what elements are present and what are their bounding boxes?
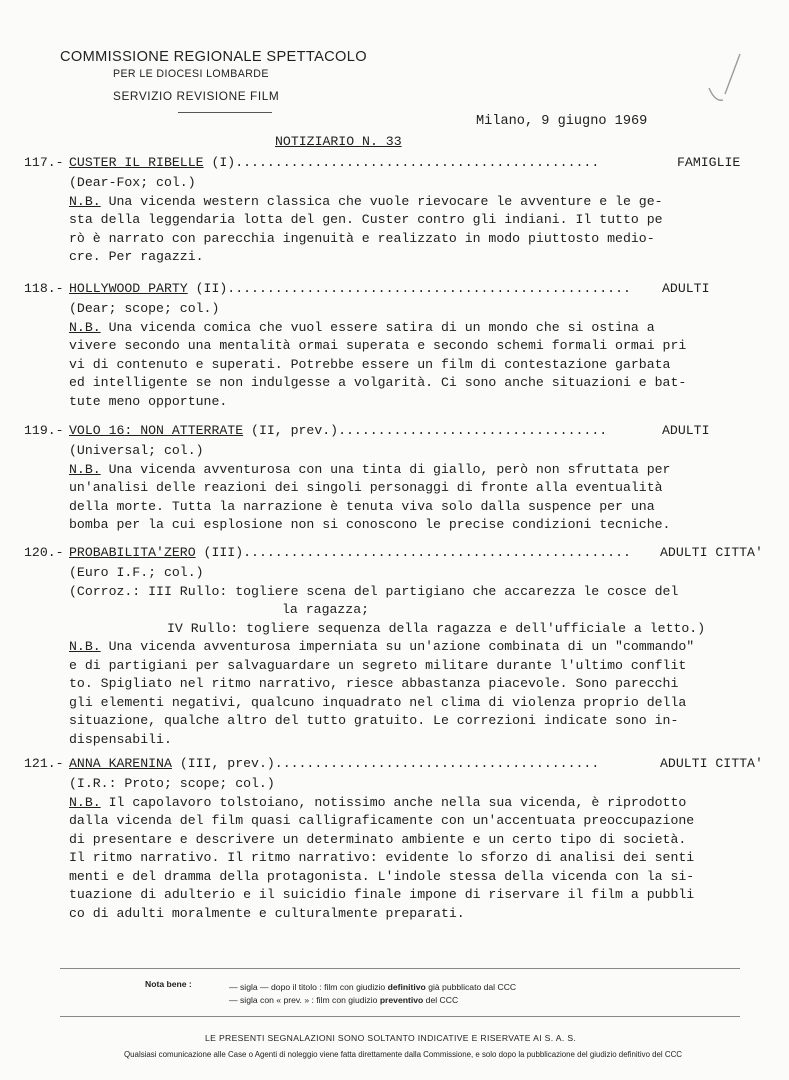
entry-title bbox=[69, 756, 599, 771]
entry-118 bbox=[24, 281, 784, 411]
entry-title bbox=[69, 545, 631, 560]
rating-badge: ADULTI bbox=[662, 281, 710, 296]
entry-119 bbox=[24, 423, 784, 535]
footer-rule-top bbox=[60, 968, 740, 969]
leader-dots: ......................................... bbox=[274, 756, 600, 771]
communication-note: Qualsiasi comunicazione alle Case o Agenti di noleggio viene fatta direttamente dalla Commissione, e solo dopo la pubblicazione del giudizio definitivo del CCC bbox=[124, 1050, 682, 1059]
nota-bene-line-1 bbox=[229, 982, 516, 992]
dioceses-subtitle: PER LE DIOCESI LOMBARDE bbox=[113, 68, 269, 80]
review-line: dalla vicenda del film quasi calligraficamente con un'accentuata preoccupazione bbox=[69, 813, 695, 828]
entry-title bbox=[69, 281, 631, 296]
bulletin-title: NOTIZIARIO N. 33 bbox=[275, 134, 402, 149]
leader-dots: ................................................... bbox=[227, 281, 631, 296]
film-title: ANNA KARENINA bbox=[69, 756, 172, 771]
entry-number: 117.- bbox=[24, 155, 64, 170]
entry-117 bbox=[24, 155, 784, 267]
note-text: già pubblicato dal CCC bbox=[428, 982, 517, 992]
place-date: Milano, 9 giugno 1969 bbox=[476, 114, 648, 129]
entry-120 bbox=[24, 545, 784, 749]
entry-title bbox=[69, 155, 599, 170]
note-pre: — sigla con bbox=[229, 995, 274, 1005]
rating-badge: FAMIGLIE bbox=[677, 155, 741, 170]
review-line: cre. Per ragazzi. bbox=[69, 249, 204, 264]
nb-label: N.B. bbox=[69, 461, 101, 477]
review-line: Una vicenda comica che vuol essere satira di un mondo che si ostina a bbox=[108, 319, 655, 335]
distributor: (Universal; col.) bbox=[69, 443, 204, 458]
note-text: del CCC bbox=[425, 995, 459, 1005]
service-title: SERVIZIO REVISIONE FILM bbox=[113, 89, 280, 103]
review-line: vi di contenuto e superati. Potrebbe essere un film di contestazione garbata bbox=[69, 356, 671, 372]
review-line: menti e del dramma della protagonista. L'indole stessa della vicenda con la si- bbox=[69, 868, 695, 884]
entry-number: 120.- bbox=[24, 545, 64, 560]
note-text: film con giudizio bbox=[316, 995, 378, 1005]
film-grade: (II) bbox=[195, 281, 228, 296]
rating-badge: ADULTI bbox=[662, 423, 710, 438]
review-line: tuazione di adulterio e il suicidio finale impone di riservare il film a pubbli bbox=[69, 887, 695, 902]
review-line: della morte. Tutta la narrazione è tenuta viva solo dalla suspence per una bbox=[69, 498, 655, 514]
note-text: film con giudizio bbox=[324, 982, 386, 992]
film-title: VOLO 16: NON ATTERRATE bbox=[69, 423, 244, 438]
nb-label: N.B. bbox=[69, 639, 101, 654]
entry-number: 118.- bbox=[24, 281, 64, 296]
review-line: sta della leggendaria lotta del gen. Custer contro gli indiani. Il tutto pe bbox=[69, 212, 663, 227]
footer-rule-bottom bbox=[60, 1016, 740, 1017]
nb-label: N.B. bbox=[69, 193, 101, 209]
film-title: CUSTER IL RIBELLE bbox=[69, 155, 204, 170]
entry-number: 121.- bbox=[24, 756, 64, 771]
nb-label: N.B. bbox=[69, 319, 101, 335]
review-line: ed intelligente se non indulgesse a volgarità. Ci sono anche situazioni e bat- bbox=[69, 375, 687, 390]
film-grade: (III) bbox=[203, 545, 244, 560]
disclaimer: LE PRESENTI SEGNALAZIONI SONO SOLTANTO INDICATIVE E RISERVATE AI S. A. S. bbox=[205, 1033, 577, 1043]
film-grade: (II, prev.) bbox=[251, 423, 339, 438]
review-line: Il capolavoro tolstoiano, notissimo anche nella sua vicenda, è riprodotto bbox=[108, 794, 687, 810]
film-title: PROBABILITA'ZERO bbox=[69, 545, 196, 560]
note-bold: preventivo bbox=[379, 995, 424, 1005]
rating-badge: ADULTI CITTA' bbox=[660, 545, 763, 560]
review-line: co di adulti moralmente e culturalmente preparati. bbox=[69, 905, 465, 921]
note-sep: : bbox=[311, 995, 314, 1005]
correction-line: la ragazza; bbox=[282, 602, 370, 617]
film-title: HOLLYWOOD PARTY bbox=[69, 281, 188, 296]
film-grade: (III, prev.) bbox=[179, 756, 275, 771]
review-line: Il ritmo narrativo. Il ritmo narrativo: evidente lo sforzo di analisi dei senti bbox=[69, 850, 695, 865]
rating-badge: ADULTI CITTA' bbox=[660, 756, 763, 771]
review-line: Una vicenda western classica che vuole rievocare le avventure e le ge- bbox=[108, 193, 663, 209]
distributor: (I.R.: Proto; scope; col.) bbox=[69, 776, 275, 791]
distributor: (Dear; scope; col.) bbox=[69, 301, 220, 316]
review-line: gli elementi negativi, qualcuno inquadrato nel clima di violenza proprio della bbox=[69, 694, 687, 710]
review-line: dispensabili. bbox=[69, 731, 172, 747]
review-line: situazione, qualche altro del tutto gratuito. Le correzioni indicate sono in- bbox=[69, 713, 679, 728]
review-line: Una vicenda avventurosa imperniata su un'azione combinata di un "commando" bbox=[108, 639, 695, 654]
review-line: bomba per la cui esplosione non si conoscono le precise condizioni tecniche. bbox=[69, 517, 671, 532]
entry-121 bbox=[24, 756, 784, 923]
note-mark: « prev. » bbox=[276, 995, 310, 1005]
distributor: (Euro I.F.; col.) bbox=[69, 565, 204, 580]
note-mark: — sigla — bbox=[229, 982, 269, 992]
entry-title bbox=[69, 423, 607, 438]
nb-label: N.B. bbox=[69, 794, 101, 810]
film-grade: (I) bbox=[211, 155, 236, 170]
correction-line: IV Rullo: togliere sequenza della ragazza e dell'ufficiale a letto.) bbox=[167, 620, 706, 636]
review-line: un'analisi delle reazioni dei singoli personaggi di fronte alla eventualità bbox=[69, 480, 663, 495]
review-line: Una vicenda avventurosa con una tinta di giallo, però non sfruttata per bbox=[108, 461, 671, 477]
pencil-mark bbox=[695, 50, 755, 120]
distributor: (Dear-Fox; col.) bbox=[69, 175, 196, 190]
note-pre: dopo il titolo bbox=[271, 982, 317, 992]
review-line: to. Spigliato nel ritmo narrativo, riesce abbastanza piacevole. Sono parecchi bbox=[69, 676, 679, 691]
leader-dots: .................................. bbox=[338, 423, 608, 438]
review-line: tute meno opportune. bbox=[69, 393, 228, 409]
review-line: vivere secondo una mentalità ormai superata e secondo schemi formali ormai pri bbox=[69, 338, 687, 353]
nota-bene-label: Nota bene : bbox=[145, 979, 192, 989]
commission-title: COMMISSIONE REGIONALE SPETTACOLO bbox=[60, 49, 367, 65]
nota-bene-line-2 bbox=[229, 995, 458, 1005]
correction-line: (Corroz.: III Rullo: togliere scena del partigiano che accarezza le cosce del bbox=[69, 583, 679, 599]
header-rule bbox=[178, 112, 272, 113]
note-bold: definitivo bbox=[387, 982, 426, 992]
note-sep: : bbox=[319, 982, 322, 992]
review-line: rò è narrato con parecchia ingenuità e realizzato in modo piuttosto medio- bbox=[69, 230, 655, 246]
leader-dots: ................................................. bbox=[243, 545, 631, 560]
review-line: di presentare e descrivere un determinato ambiente e un certo tipo di società. bbox=[69, 831, 687, 847]
entry-number: 119.- bbox=[24, 423, 64, 438]
review-line: e di partigiani per salvaguardare un segreto militare durante l'ultimo conflit bbox=[69, 657, 687, 673]
leader-dots: .............................................. bbox=[235, 155, 600, 170]
